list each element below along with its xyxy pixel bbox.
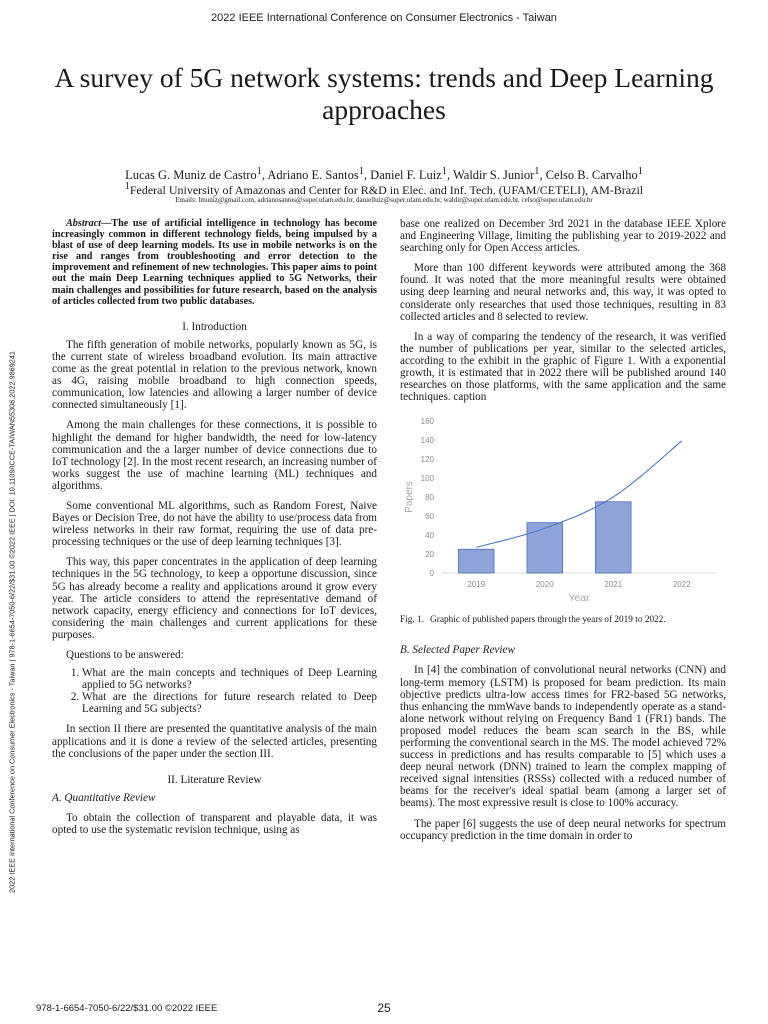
- author-sup: 1: [637, 166, 643, 177]
- bar: [527, 523, 563, 573]
- right-column: [400, 218, 726, 842]
- papers-per-year-chart: [400, 409, 726, 609]
- y-tick-label: 120: [420, 455, 434, 465]
- page-number: 25: [377, 1001, 391, 1015]
- author-name: Daniel F. Luiz: [370, 168, 442, 183]
- author-name: Lucas G. Muniz de Castro: [125, 168, 257, 183]
- bar: [595, 502, 631, 573]
- y-tick-label: 20: [425, 550, 434, 560]
- affiliation-text: Federal University of Amazonas and Center for R&D in Elec. and Inf. Tech. (UFAM/CETELI), AM-Brazil: [129, 183, 644, 197]
- author-sup: 1: [358, 166, 364, 177]
- author-name: Waldir S. Junior: [452, 168, 535, 183]
- left-column: [52, 218, 377, 836]
- figure-caption-text: Graphic of published papers through the years of 2019 to 2022.: [430, 615, 666, 626]
- y-tick-label: 0: [429, 569, 434, 579]
- figure-1: [400, 409, 726, 609]
- intro-paragraph: This way, this paper concentrates in the application of deep learning techniques in the 5G technology, to keep a opportune discussion, since 5G has already become a reality and applications around it grow every year. The article considers to attend the representative demand of network capacity, energy efficiency and connections for IoT devices, considering the main challenges and current applications for these purposes.: [52, 556, 377, 641]
- y-tick-label: 60: [425, 512, 434, 522]
- author-sup: 1: [441, 166, 447, 177]
- section-heading-introduction: I. Introduction: [182, 320, 247, 333]
- author-sep: ,: [539, 168, 546, 183]
- subsection-heading-quantitative: A. Quantitative Review: [52, 791, 156, 804]
- intro-paragraph: Some conventional ML algorithms, such as Random Forest, Naive Bayes or Decision Tree, do not have the ability to use/process data from wireless networks in their raw format, requiring the use of data pre-processing techniques or the use of deep learning techniques [3].: [52, 499, 377, 549]
- abstract: [52, 218, 377, 307]
- figure-caption: [400, 615, 726, 626]
- abstract-lead: Abstract: [66, 218, 102, 229]
- quantitative-paragraph: In a way of comparing the tendency of the research, it was verified the number of publications per year, similar to the selected articles, according to the exhibit in the graphic of Figure 1. With a exponential growth, it is estimated that in 2022 there will be published around 140 researches on those platforms, with the same application and the same techniques. caption: [400, 330, 726, 404]
- abstract-text: The use of artificial intelligence in technology has become increasingly common in different technology fields, being impulsed by a blast of use of deep learning models. Its use in mobile networks is on the rise and ranges from troubleshooting and error detection to the improvement and refinement of new technologies. This paper aims to point out the main Deep Learning techniques applied to 5G Networks, their main challenges and possibilities for future research, based on the analysis of articles collected from two public databases.: [52, 218, 377, 307]
- y-tick-label: 140: [420, 436, 434, 446]
- selected-paragraph: In [4] the combination of convolutional neural networks (CNN) and long-term memory (LSTM) is proposed for beam prediction. Its main objective predicts ultra-low access times for FR2-based 5G networks, thus enhancing the mmWave bands to independently operate as a stand-alone network without relying on Frequency Band 1 (FR1) bands. The proposed model reduces the beam scan search in the BS, while performing the conventional search in the MS. The model achieved 72% success in predictions and has results comparable to [5] which uses a deep neural network (DNN) trained to learn the complex mapping of received signal intensities (RSSs) collected with a reduced number of beams for the receiver's ideal spatial beam (among a larger set of beams). The most expressive result is close to 100% accuracy.: [400, 664, 726, 810]
- x-tick-label: 2019: [467, 580, 486, 590]
- intro-paragraph: The fifth generation of mobile networks, popularly known as 5G, is the current state of wireless broadband evolution. Its main attractive come as the great potential in relation to the previous network, known as 4G, raising mobile broadband to high connection speeds, communication, low latencies and allowing a larger number of device connected simultaneously [1].: [52, 338, 377, 412]
- list-item: 1. What are the main concepts and techniques of Deep Learning applied to 5G networks?: [82, 667, 377, 691]
- subsection-heading-selected: B. Selected Paper Review: [400, 644, 515, 657]
- y-tick-label: 160: [420, 417, 434, 427]
- y-axis-label: Papers: [404, 481, 415, 514]
- author-sep: ,: [446, 168, 453, 183]
- intro-paragraph: Among the main challenges for these connections, it is possible to highlight the demand for higher bandwidth, the need for low-latency communication and the a larger number of device connections due to IoT technology [2]. In the most recent research, an increasing number of works suggest the use of machine learning (ML) techniques and algorithms.: [52, 419, 377, 492]
- author-sep: ,: [363, 168, 371, 183]
- selected-paragraph: The paper [6] suggests the use of deep neural networks for spectrum occupancy prediction in the time domain in order to: [400, 817, 726, 842]
- x-tick-label: 2022: [672, 580, 691, 590]
- footer-copyright: 978-1-6654-7050-6/22/$31.00 ©2022 IEEE: [36, 1003, 218, 1014]
- side-margin-text: 2022 IEEE International Conference on Consumer Electronics - Taiwan | 978-1-6654-7050-6/22/$31.00 ©2022 IEEE | DOI: 10.1109/ICCE-TAIWAN55306.2022.9869241: [7, 351, 17, 893]
- x-axis-label: Year: [568, 592, 590, 605]
- y-axis-ticks: [421, 417, 435, 578]
- quantitative-paragraph: More than 100 different keywords were attributed among the 368 found. It was noted that the more meaningful results were obtained using deep learning and neural networks and, this way, it was opted to considerate only researches that used those techniques, resulting in 83 collected articles and 8 selected to review.: [400, 262, 726, 323]
- bar: [458, 550, 494, 574]
- y-tick-label: 80: [425, 493, 434, 503]
- author-name: Celso B. Carvalho: [545, 168, 638, 183]
- quantitative-paragraph: To obtain the collection of transparent and playable data, it was opted to use the systematic revision technique, using as: [52, 811, 377, 837]
- abstract-dash: —: [101, 218, 112, 229]
- y-tick-label: 100: [420, 474, 434, 484]
- questions-intro: Questions to be answered:: [66, 649, 184, 661]
- trend-line: [476, 441, 682, 547]
- list-item: 2. What are the directions for future research related to Deep Learning and 5G subjects?: [82, 691, 377, 715]
- questions-list: [52, 667, 377, 715]
- y-tick-label: 40: [425, 531, 434, 541]
- author-sup: 1: [256, 166, 262, 177]
- x-axis-ticks: [467, 580, 691, 589]
- author-name: Adriano E. Santos: [267, 168, 359, 183]
- figure-caption-label: Fig. 1.: [400, 615, 425, 626]
- author-sup: 1: [534, 166, 540, 177]
- section-heading-literature-review: II. Literature Review: [167, 773, 262, 786]
- paper-title: A survey of 5G network systems: trends and Deep Learning approaches: [54, 62, 714, 125]
- intro-closing-paragraph: In section II there are presented the quantitative analysis of the main applications and it is done a review of the selected articles, presenting the conclusions of the paper under the section III.: [52, 723, 377, 760]
- author-sep: ,: [261, 168, 268, 183]
- affiliation-sup: 1: [124, 181, 130, 192]
- bar-group: [458, 502, 631, 573]
- quantitative-paragraph-continued: base one realized on December 3rd 2021 in the database IEEE Xplore and Engineering Village, limiting the publishing year to 2019-2022 and searching only for Open Access articles.: [400, 218, 726, 255]
- x-tick-label: 2021: [604, 580, 623, 590]
- author-emails: Emails: lmuniz@gmail.com, adrianosantos@super.ufam.edu.br, danielluiz@super.ufam.edu.br, waldir@super.ufam.edu.br, celso@super.ufam.edu.br: [175, 196, 593, 204]
- conference-header: 2022 IEEE International Conference on Consumer Electronics - Taiwan: [211, 12, 557, 24]
- x-tick-label: 2020: [535, 580, 554, 590]
